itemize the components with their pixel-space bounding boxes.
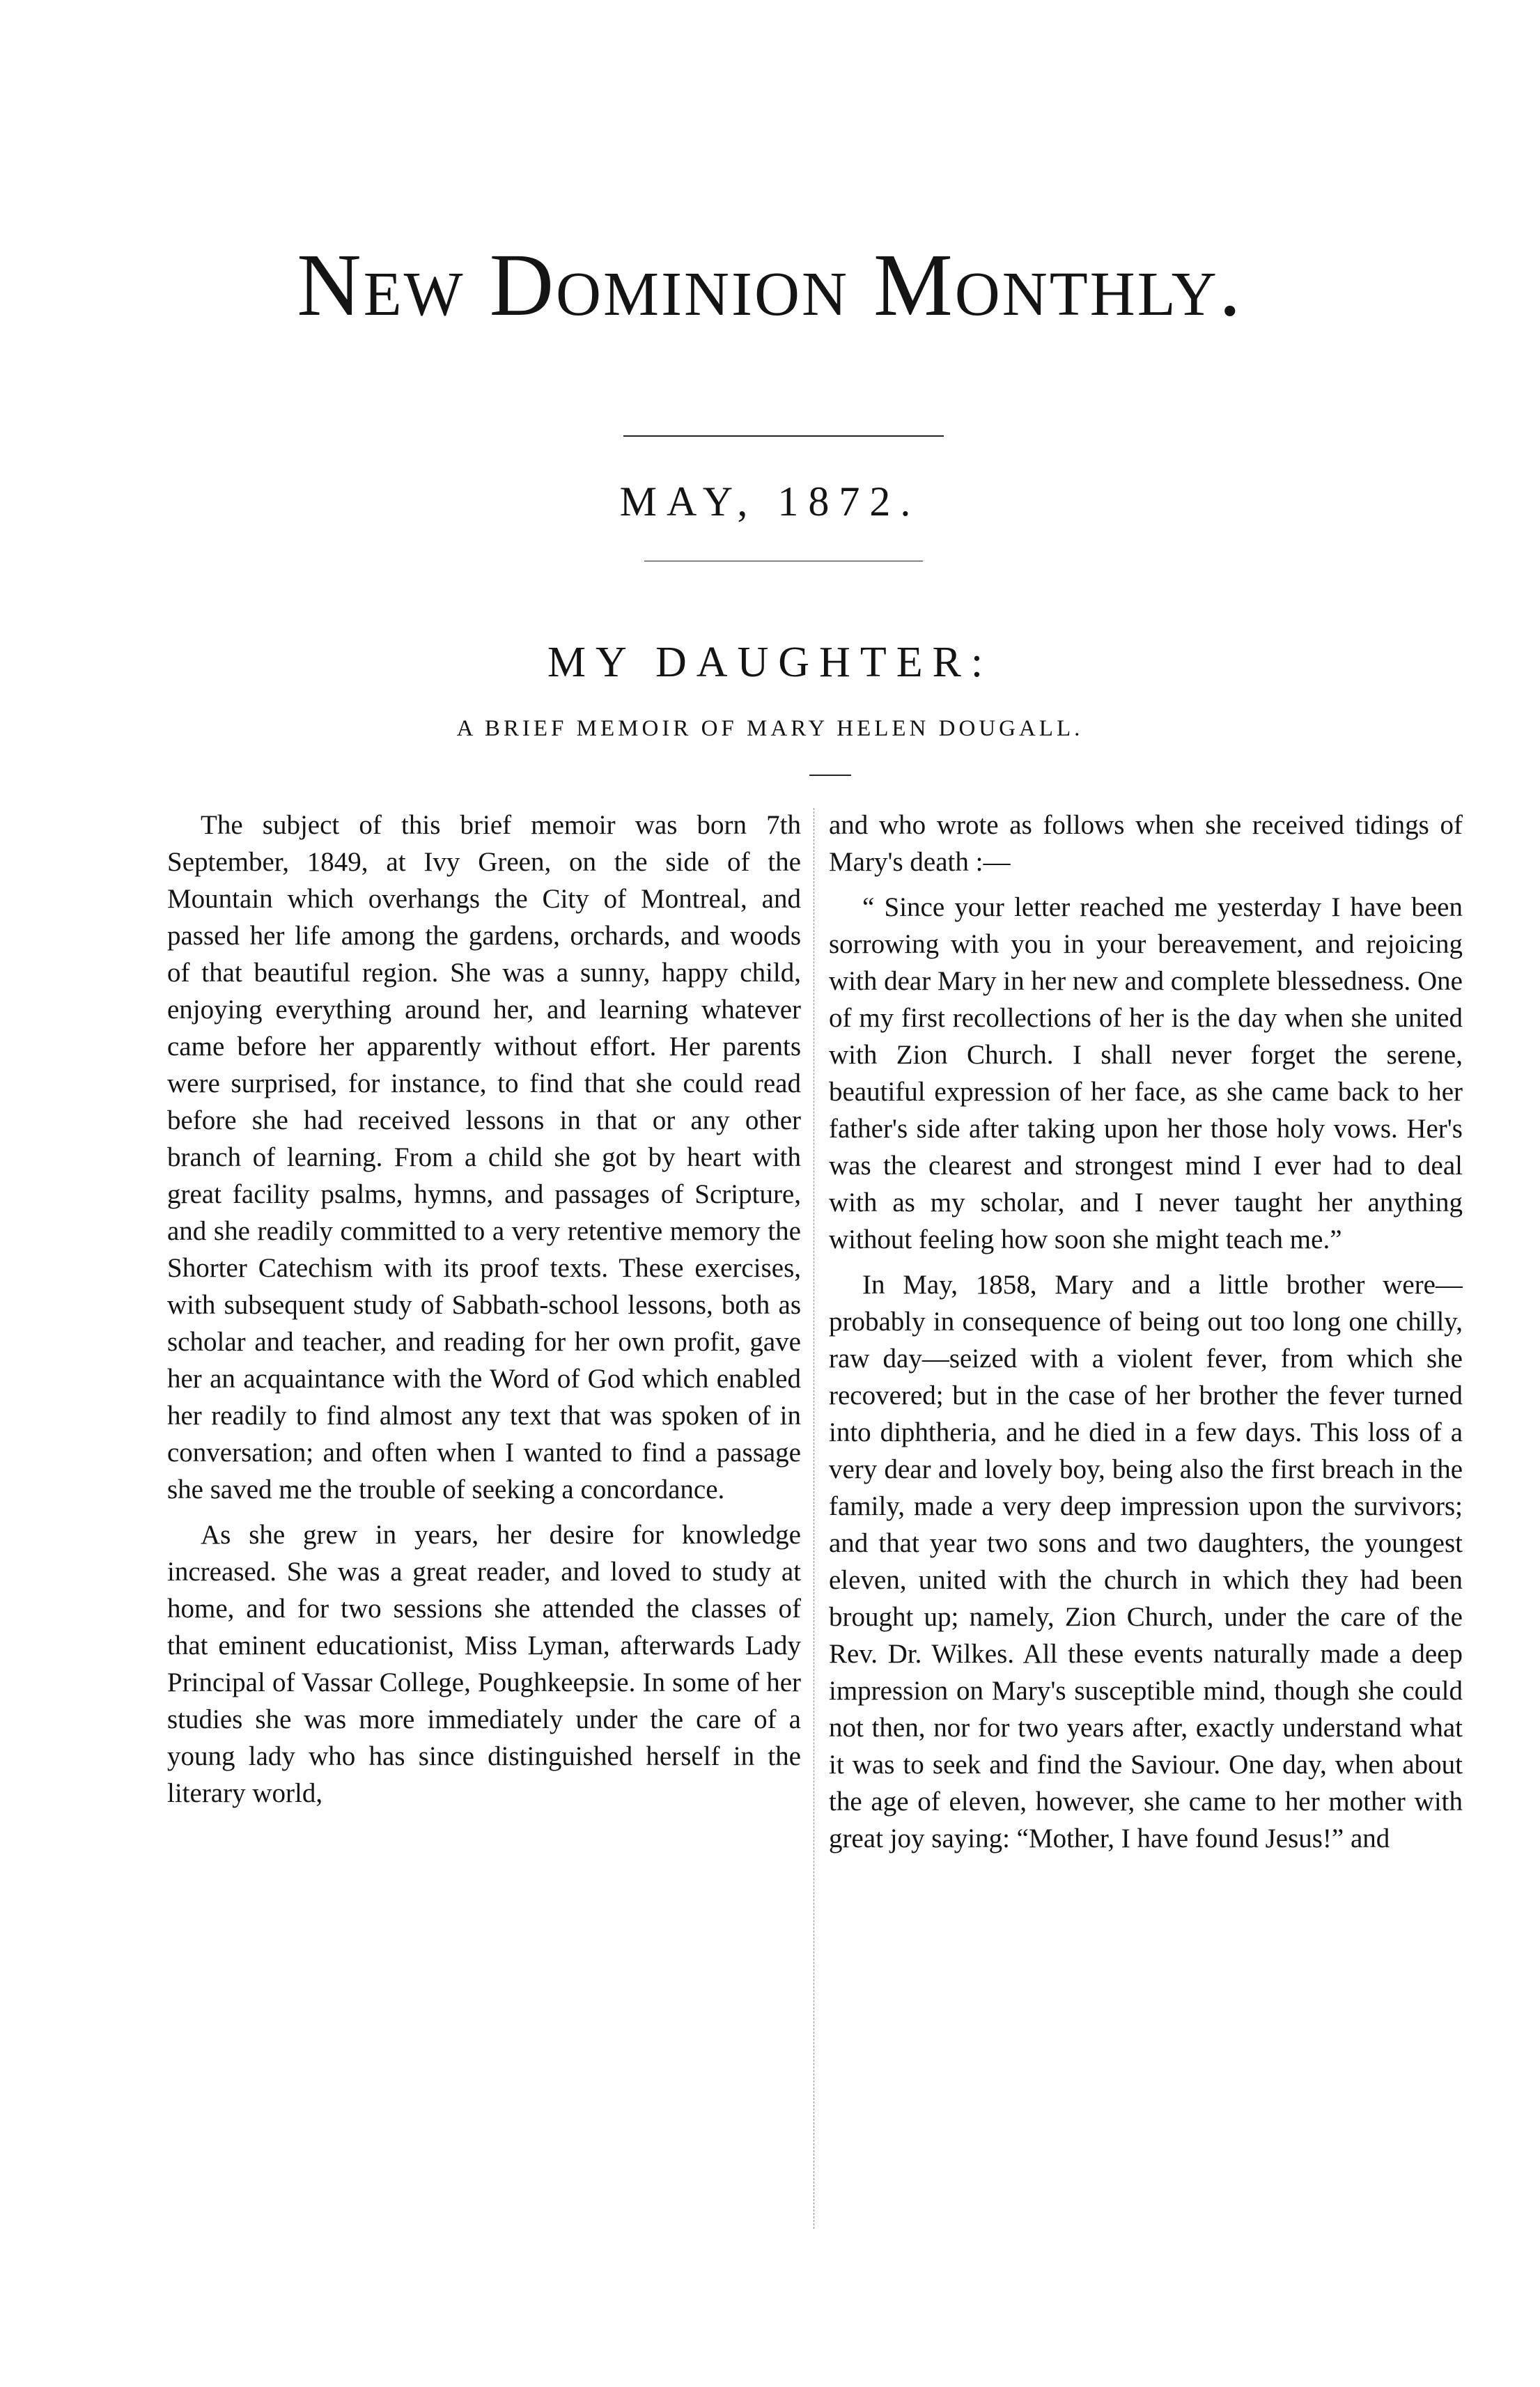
- rule-short: [809, 775, 851, 776]
- rule-top: [623, 435, 944, 437]
- article-title: MY DAUGHTER:: [547, 639, 993, 686]
- paragraph: The subject of this brief memoir was born 7th September, 1849, at Ivy Green, on the side of the Mountain which overhangs the City of Montreal, and passed her life among the gardens, orchards, and woods of that beautiful region. She was a sunny, happy child, enjoying everything around her, and learning whatever came before her apparently without effort. Her parents were surprised, for instance, to find that she could read before she had received lessons in that or any other branch of learning. From a child she got by heart with great facility psalms, hymns, and passages of Scripture, and she readily committed to a very retentive memory the Shorter Catechism with its proof texts. These exercises, with subsequent study of Sabbath-school lessons, both as scholar and teacher, and reading for her own profit, gave her an acquaintance with the Word of God which enabled her readily to find almost any text that was spoken of in conversation; and often when I wanted to find a passage she saved me the trouble of seeking a concordance.: [167, 810, 801, 1504]
- issue-date: MAY, 1872.: [619, 479, 921, 524]
- column-right: [829, 807, 1463, 2227]
- quotation: “ Since your letter reached me yesterday I have been sorrowing with you in your bereavement, and rejoicing with dear Mary in her new and complete blessedness. One of my first recollections of her is the day when she united with Zion Church. I shall never forget the serene, beautiful expression of her face, as she came back to her father's side after taking upon her those holy vows. Her's was the clearest and strongest mind I ever had to deal with as my scholar, and I never taught her anything without feeling how soon she might teach me.”: [829, 892, 1463, 1254]
- paragraph: In May, 1858, Mary and a little brother were—probably in consequence of being out too long one chilly, raw day—seized with a violent fever, from which she recovered; but in the case of her brother the fever turned into diphtheria, and he died in a few days. This loss of a very dear and lovely boy, being also the first breach in the family, made a very deep impression upon the survivors; and that year two sons and two daughters, the youngest eleven, united with the church in which they had been brought up; namely, Zion Church, under the care of the Rev. Dr. Wilkes. All these events naturally made a deep impression on Mary's susceptible mind, though she could not then, nor for two years after, exactly understand what it was to seek and find the Saviour. One day, when about the age of eleven, however, she came to her mother with great joy saying: “Mother, I have found Jesus!” and: [829, 1270, 1463, 1853]
- paragraph: and who wrote as follows when she received tidings of Mary's death :—: [829, 810, 1463, 877]
- masthead: New Dominion Monthly.: [297, 235, 1243, 334]
- column-left: [167, 807, 801, 2227]
- article-subtitle: A BRIEF MEMOIR OF MARY HELEN DOUGALL.: [456, 716, 1084, 741]
- paragraph: As she grew in years, her desire for knowledge increased. She was a great reader, and loved to study at home, and for two sessions she attended the classes of that eminent educationist, Miss Lyman, afterwards Lady Principal of Vassar College, Poughkeepsie. In some of her studies she was more immediately under the care of a young lady who has since distinguished herself in the literary world,: [167, 1520, 801, 1808]
